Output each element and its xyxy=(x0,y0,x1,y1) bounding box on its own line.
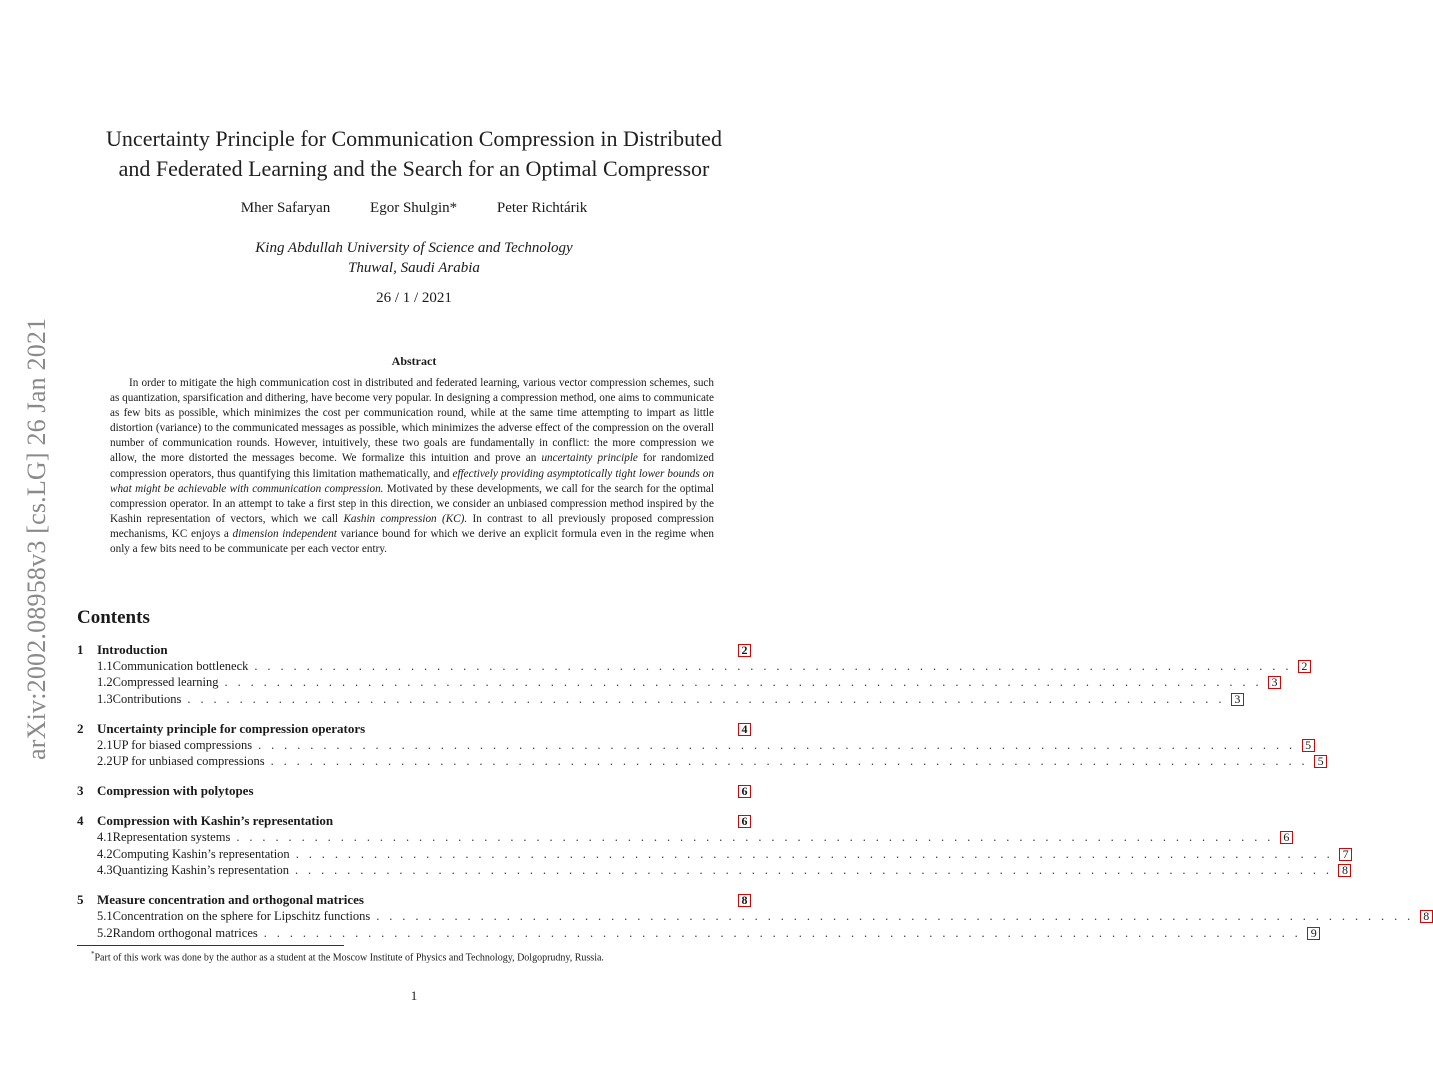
toc-subsection-title[interactable]: Computing Kashin’s representation xyxy=(112,846,290,861)
toc-subsection-2-1[interactable] xyxy=(77,737,1312,753)
paper-date: 26 / 1 / 2021 xyxy=(376,290,452,306)
author-1: Mher Safaryan xyxy=(240,200,331,216)
toc-subsection-title[interactable]: Quantizing Kashin’s representation xyxy=(112,863,289,878)
toc-subsection-title[interactable]: UP for unbiased compressions xyxy=(112,754,265,769)
toc-page-link[interactable]: 8 xyxy=(1420,910,1433,923)
title-line-1: Uncertainty Principle for Communication Compression in Distributed xyxy=(106,126,722,151)
toc-section-2[interactable] xyxy=(77,720,751,737)
toc-subsection-1-3[interactable] xyxy=(77,691,1241,707)
toc-page-link[interactable]: 4 xyxy=(738,723,751,736)
toc-subsection-number: 2.2 xyxy=(97,754,113,769)
arxiv-stamp[interactable]: arXiv:2002.08958v3 [cs.LG] 26 Jan 2021 xyxy=(22,317,51,760)
toc-section-title[interactable]: Introduction xyxy=(97,642,168,657)
toc-page-link[interactable]: 3 xyxy=(1231,693,1244,706)
toc-dot-leader: . . . . . . . . . . . . . . . . . . . . . . . . . . . . . . . . . . . . . . . . . . . . . . . . . . . . . . . . . . . . . . . . . . . . . . . . . . . . . . . . xyxy=(187,691,1225,706)
author-3: Peter Richtárik xyxy=(496,200,588,216)
toc-page-link[interactable]: 8 xyxy=(738,894,751,907)
toc-subsection-title[interactable]: UP for biased compressions xyxy=(112,737,253,752)
footnote-rule xyxy=(77,945,344,946)
toc-section-number: 3 xyxy=(77,783,84,799)
abstract-emphasis-3: Kashin compression (KC). xyxy=(343,512,468,525)
toc-section-title[interactable]: Compression with polytopes xyxy=(97,783,254,799)
footnote-text: Part of this work was done by the author as a student at the Moscow Institute of Physics and Technology, Dolgoprudny, Russia. xyxy=(94,952,604,964)
toc-section-title[interactable]: Uncertainty principle for compression operators xyxy=(97,720,366,736)
toc-subsection-number: 2.1 xyxy=(97,737,113,752)
toc-page-link[interactable]: 6 xyxy=(738,785,751,798)
toc-page-link[interactable]: 2 xyxy=(738,644,751,657)
table-of-contents xyxy=(77,641,1430,941)
toc-subsection-title[interactable]: Contributions xyxy=(112,691,182,706)
toc-section-title[interactable]: Compression with Kashin’s representation xyxy=(97,813,334,829)
contents-heading: Contents xyxy=(77,607,150,628)
toc-page-link[interactable]: 5 xyxy=(1302,739,1315,752)
toc-page-link[interactable]: 2 xyxy=(1298,660,1311,673)
toc-subsection-title[interactable]: Concentration on the sphere for Lipschitz functions xyxy=(112,909,371,924)
page-number: 1 xyxy=(410,988,418,1003)
toc-section-3[interactable] xyxy=(77,782,751,799)
toc-subsection-number: 1.2 xyxy=(97,675,113,690)
toc-page-link[interactable]: 6 xyxy=(738,815,751,828)
toc-page-link[interactable]: 7 xyxy=(1339,848,1352,861)
toc-dot-leader: . . . . . . . . . . . . . . . . . . . . . . . . . . . . . . . . . . . . . . . . . . . . . . . . . . . . . . . . . . . . . . . . . . . . . . . . . . . . . . . . xyxy=(258,737,1296,752)
toc-dot-leader: . . . . . . . . . . . . . . . . . . . . . . . . . . . . . . . . . . . . . . . . . . . . . . . . . . . . . . . . . . . . . . . . . . . . . . . . . . . . . . . . xyxy=(294,863,1333,878)
abstract-emphasis-4: dimension independent xyxy=(232,527,337,540)
toc-spacer xyxy=(77,769,751,782)
abstract-part-4: In contrast to all previously proposed compression mechanisms, KC enjoys a xyxy=(110,512,714,540)
toc-section-number: 5 xyxy=(77,892,84,908)
toc-section-number: 2 xyxy=(77,720,84,736)
toc-section-title[interactable]: Measure concentration and orthogonal matrices xyxy=(97,892,364,908)
toc-section-number: 1 xyxy=(77,642,84,657)
toc-dot-leader: . . . . . . . . . . . . . . . . . . . . . . . . . . . . . . . . . . . . . . . . . . . . . . . . . . . . . . . . . . . . . . . . . . . . . . . . . . . . . . . . xyxy=(263,925,1302,940)
toc-page-link[interactable]: 3 xyxy=(1268,676,1281,689)
toc-spacer xyxy=(77,707,751,720)
affiliation-line-1: King Abdullah University of Science and Technology xyxy=(255,240,573,256)
toc-subsection-5-1[interactable] xyxy=(77,908,1430,924)
toc-subsection-title[interactable]: Communication bottleneck xyxy=(112,659,249,673)
toc-dot-leader: . . . . . . . . . . . . . . . . . . . . . . . . . . . . . . . . . . . . . . . . . . . . . . . . . . . . . . . . . . . . . . . . . . . . . . . . . . . . . . . . xyxy=(295,846,1334,861)
footnote-mark: * xyxy=(91,950,95,958)
abstract-emphasis-2: effectively providing asymptotically tight lower bounds on what might be achievable with communication compression. xyxy=(110,467,714,495)
toc-section-4[interactable] xyxy=(77,812,751,829)
toc-page-link[interactable]: 6 xyxy=(1280,831,1293,844)
author-list xyxy=(60,200,768,217)
toc-subsection-1-1[interactable] xyxy=(77,658,1308,674)
title-line-2: and Federated Learning and the Search for an Optimal Compressor xyxy=(118,156,710,181)
toc-section-1[interactable] xyxy=(77,641,751,658)
paper-title xyxy=(60,124,768,184)
toc-dot-leader: . . . . . . . . . . . . . . . . . . . . . . . . . . . . . . . . . . . . . . . . . . . . . . . . . . . . . . . . . . . . . . . . . . . . . . . . . . . . . . . . xyxy=(376,909,1414,924)
toc-subsection-4-3[interactable] xyxy=(77,862,1348,878)
toc-subsection-title[interactable]: Random orthogonal matrices xyxy=(112,925,258,940)
toc-subsection-5-2[interactable] xyxy=(77,925,1317,941)
abstract-part-1: In order to mitigate the high communication cost in distributed and federated learning, various vector compression schemes, such as quantization, sparsification and dithering, have become very popular. In designing a compression method, one aims to communicate as few bits as possible, which minimizes the cost per communication round, while at the same time attempting to impart as little distortion (variance) to the communicated messages as possible, which minimizes the adverse effect of the compression on the overall number of communication rounds. However, intuitively, these two goals are fundamentally in conflict: the more compression we allow, the more distorted the messages become. We formalize this intuition and prove an xyxy=(110,377,714,465)
abstract-text xyxy=(110,376,714,557)
toc-page-link[interactable]: 8 xyxy=(1338,864,1351,877)
toc-subsection-1-2[interactable] xyxy=(77,674,1278,690)
toc-dot-leader: . . . . . . . . . . . . . . . . . . . . . . . . . . . . . . . . . . . . . . . . . . . . . . . . . . . . . . . . . . . . . . . . . . . . . . . . . . . . . . . . xyxy=(270,754,1309,769)
toc-subsection-number: 1.1 xyxy=(97,659,113,673)
abstract-emphasis-1: uncertainty principle xyxy=(541,452,638,465)
affiliation xyxy=(60,238,768,278)
toc-section-number: 4 xyxy=(77,813,84,829)
toc-subsection-title[interactable]: Representation systems xyxy=(112,830,231,845)
author-2: Egor Shulgin* xyxy=(370,200,458,216)
toc-subsection-2-2[interactable] xyxy=(77,753,1324,769)
toc-subsection-number: 4.3 xyxy=(97,863,113,878)
toc-subsection-number: 1.3 xyxy=(97,691,113,706)
toc-subsection-number: 4.1 xyxy=(97,830,113,845)
abstract-heading: Abstract xyxy=(391,354,437,368)
toc-dot-leader: . . . . . . . . . . . . . . . . . . . . . . . . . . . . . . . . . . . . . . . . . . . . . . . . . . . . . . . . . . . . . . . . . . . . . . . . . . . . . . . . xyxy=(236,830,1274,845)
affiliation-line-2: Thuwal, Saudi Arabia xyxy=(348,260,480,276)
toc-spacer xyxy=(77,799,751,812)
toc-section-5[interactable] xyxy=(77,891,751,908)
toc-spacer xyxy=(77,878,751,891)
footnote xyxy=(91,950,604,963)
toc-subsection-4-1[interactable] xyxy=(77,829,1290,845)
abstract-part-2: for randomized compression operators, thus quantifying this limitation mathematically, and xyxy=(110,452,714,480)
toc-dot-leader: . . . . . . . . . . . . . . . . . . . . . . . . . . . . . . . . . . . . . . . . . . . . . . . . . . . . . . . . . . . . . . . . . . . . . . . . . . . . . . . . xyxy=(254,659,1292,673)
toc-dot-leader: . . . . . . . . . . . . . . . . . . . . . . . . . . . . . . . . . . . . . . . . . . . . . . . . . . . . . . . . . . . . . . . . . . . . . . . . . . . . . . . . xyxy=(224,675,1262,690)
toc-subsection-title[interactable]: Compressed learning xyxy=(112,675,219,690)
abstract-part-5: variance bound for which we derive an explicit formula even in the regime when only a few bits need to be communicate per each vector entry. xyxy=(110,527,714,556)
abstract-part-3: Motivated by these developments, we call for the search for the optimal compression operator. In an attempt to take a first step in this direction, we consider an unbiased compression method inspired by the Kashin representation of vectors, which we call xyxy=(110,482,714,525)
toc-page-link[interactable]: 9 xyxy=(1307,927,1320,940)
toc-subsection-4-2[interactable] xyxy=(77,846,1349,862)
toc-subsection-number: 4.2 xyxy=(97,846,113,861)
toc-page-link[interactable]: 5 xyxy=(1314,755,1327,768)
toc-subsection-number: 5.2 xyxy=(97,925,113,940)
toc-subsection-number: 5.1 xyxy=(97,909,113,924)
